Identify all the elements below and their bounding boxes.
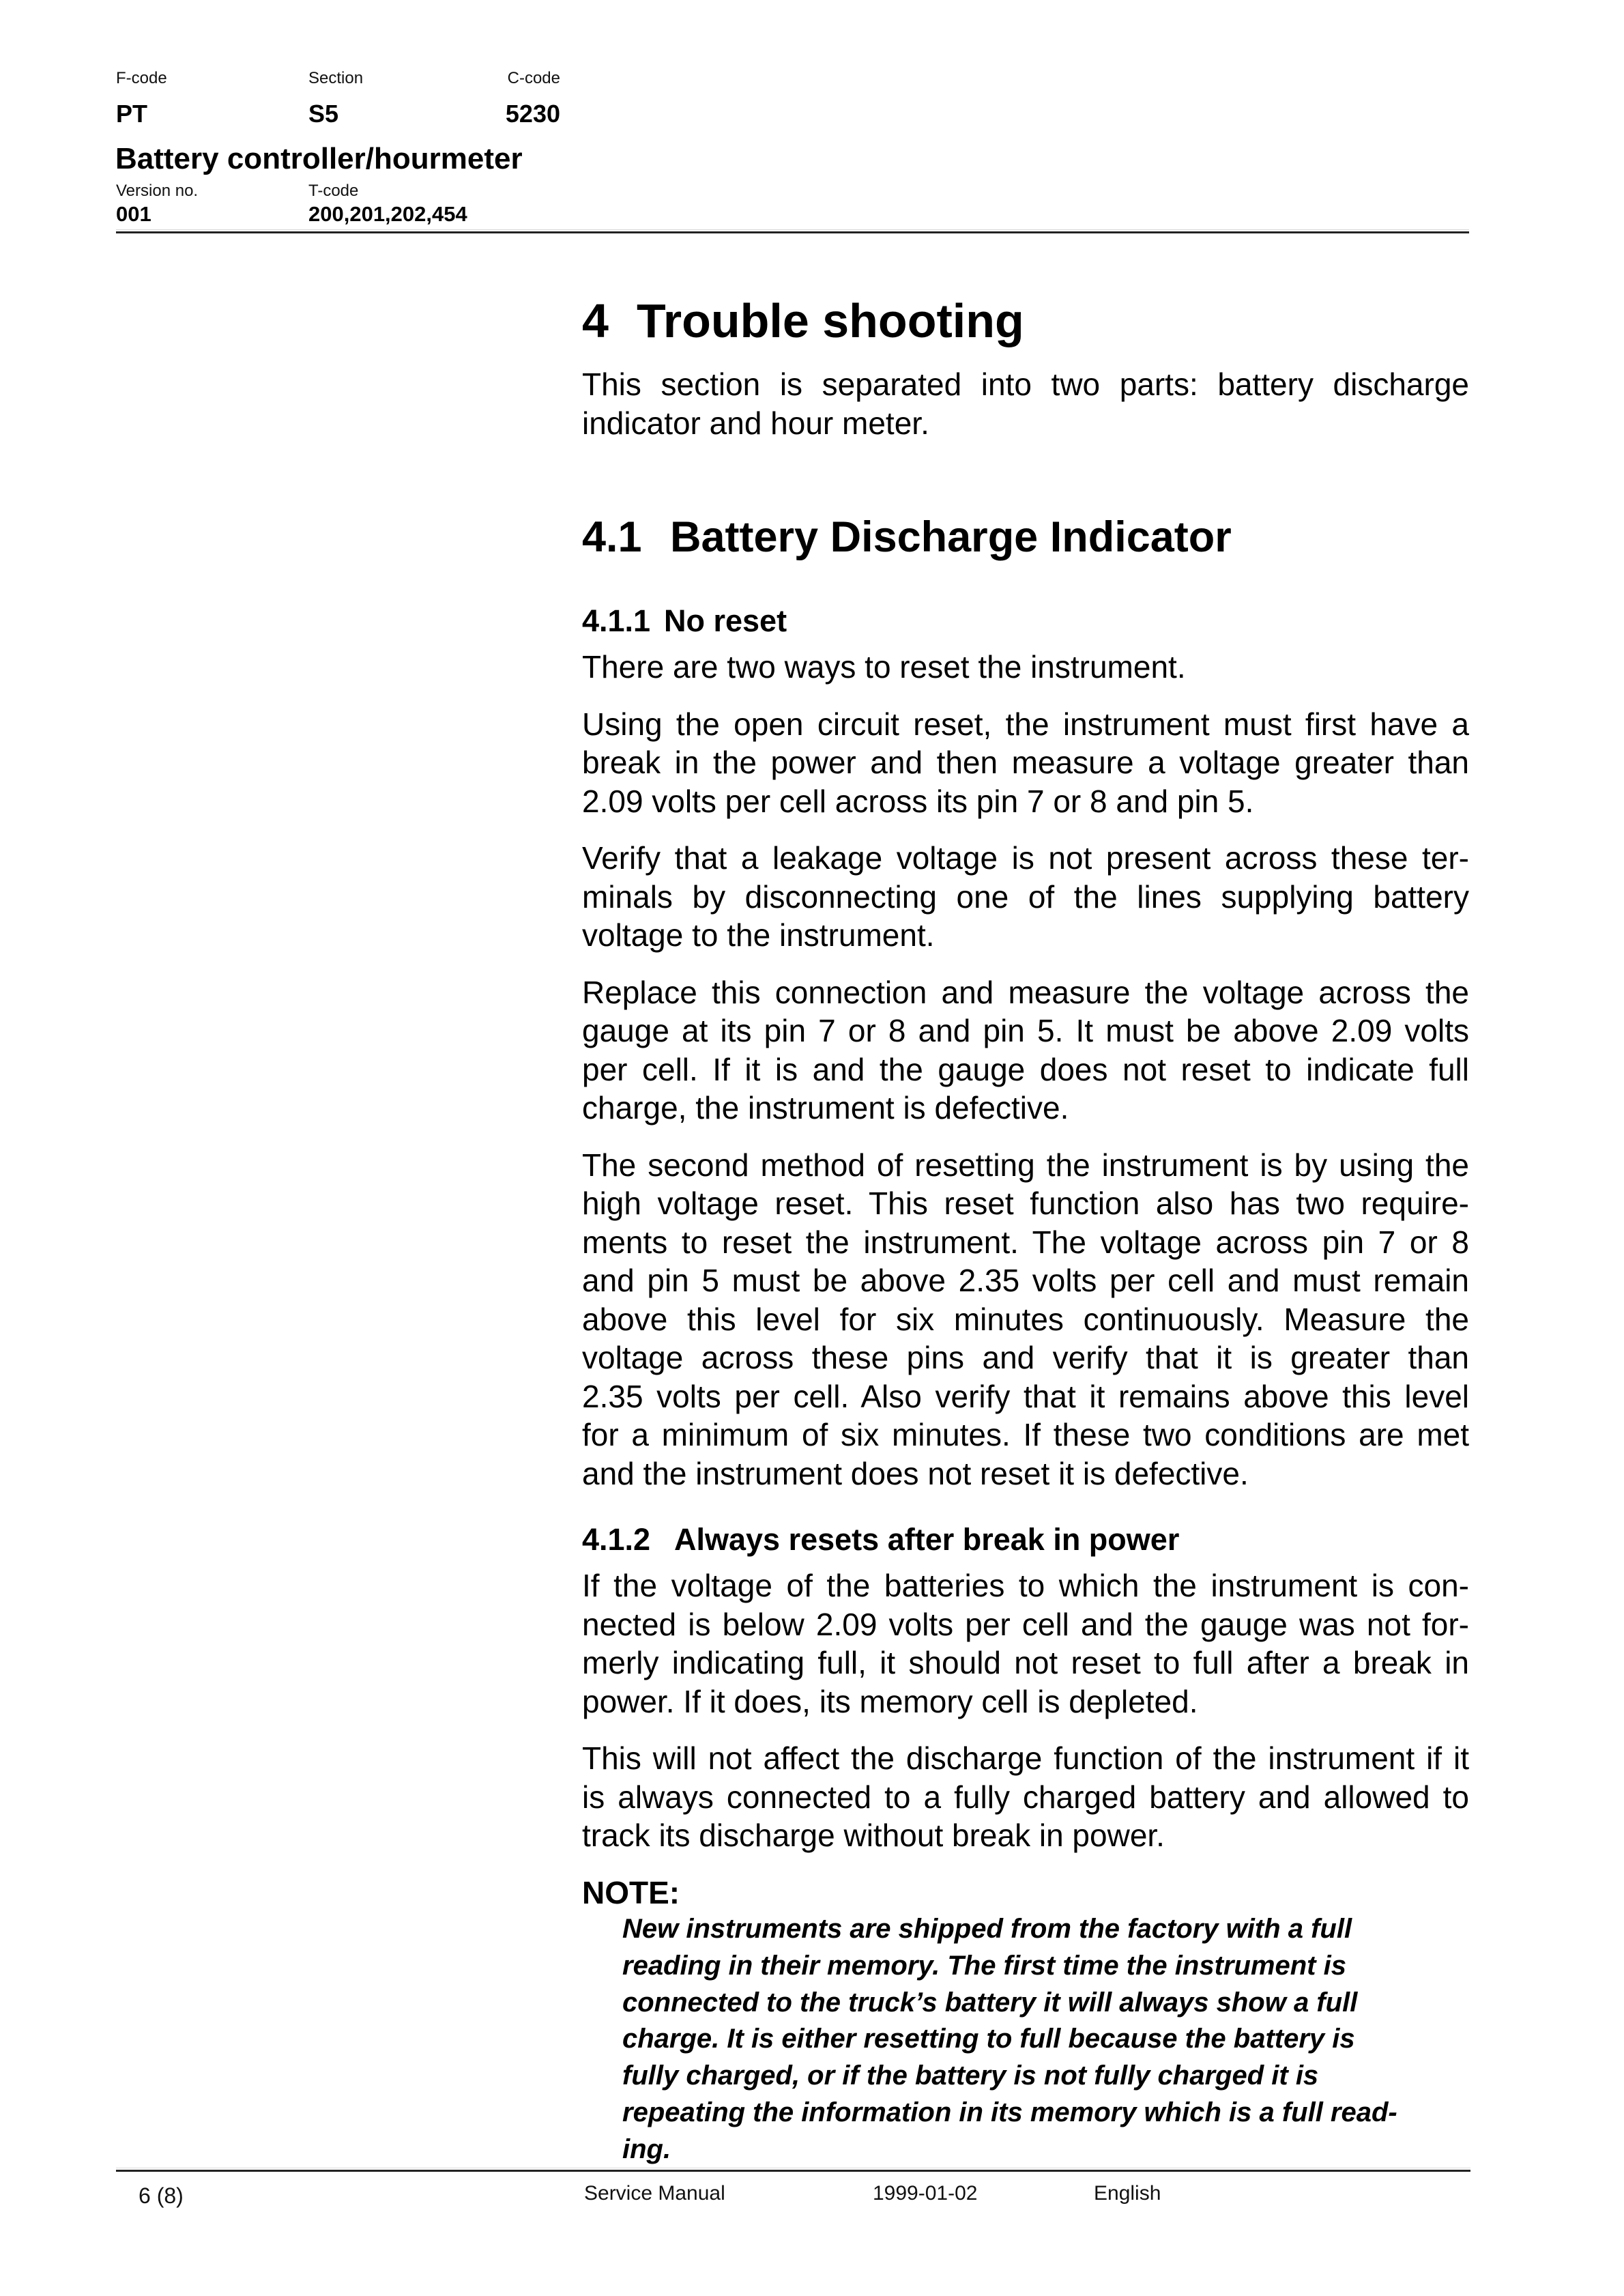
note-line: charge. It is either resetting to full because the battery is: [622, 2024, 1355, 2054]
chapter-intro: [582, 365, 1469, 442]
text-line: high voltage reset. This reset function also has two require-: [582, 1186, 1469, 1221]
subsection-heading-no-reset: [582, 605, 1469, 636]
document-title: Battery controller/hourmeter: [115, 142, 523, 175]
text-line: gauge at its pin 7 or 8 and pin 5. It must be above 2.09 volts: [582, 1013, 1469, 1048]
section-number: 4.1: [582, 513, 642, 561]
subsection-title: No reset: [664, 603, 787, 638]
text-line: merly indicating full, it should not reset to full after a break in: [582, 1645, 1469, 1680]
fcode-value: PT: [116, 100, 148, 128]
fcode-label: F-code: [116, 69, 167, 87]
subsection-body-always-resets: [582, 1566, 1469, 1874]
text-line: indicator and hour meter.: [582, 405, 929, 441]
note-line: ing.: [622, 2134, 671, 2164]
text-line: The second method of resetting the instrument is by using the: [582, 1147, 1469, 1183]
text-line: This section is separated into two parts: battery discharge: [582, 367, 1469, 402]
note-body: [622, 1911, 1475, 2168]
text-line: Using the open circuit reset, the instrument must first have a: [582, 706, 1469, 742]
text-line: per cell. If it is and the gauge does not reset to indicate full: [582, 1051, 1469, 1087]
text-line: charge, the instrument is defective.: [582, 1090, 1069, 1125]
paragraph: [582, 648, 1469, 687]
note-line: fully charged, or if the battery is not fully charged it is: [622, 2061, 1319, 2091]
text-line: This will not affect the discharge function of the instrument if it: [582, 1740, 1469, 1776]
note-label: NOTE:: [582, 1875, 680, 1910]
version-label: Version no.: [116, 182, 199, 200]
text-line: voltage to the instrument.: [582, 917, 935, 953]
paragraph: [582, 973, 1469, 1128]
footer-divider: [116, 2170, 1470, 2172]
document-date: 1999-01-02: [873, 2182, 978, 2205]
text-line: is always connected to a fully charged battery and allowed to: [582, 1779, 1469, 1815]
document-language: English: [1094, 2182, 1161, 2205]
text-line: above this level for six minutes continuously. Measure the: [582, 1301, 1469, 1337]
chapter-title: Trouble shooting: [637, 294, 1024, 347]
version-value: 001: [116, 202, 151, 226]
text-line: for a minimum of six minutes. If these two conditions are met: [582, 1417, 1469, 1452]
chapter-number: 4: [582, 294, 609, 347]
paragraph: [582, 839, 1469, 955]
subsection-body-no-reset: [582, 648, 1469, 1511]
note-line: repeating the information in its memory which is a full read-: [622, 2097, 1397, 2127]
chapter-heading: [582, 294, 1469, 347]
text-line: Replace this connection and measure the voltage across the: [582, 974, 1469, 1010]
text-line: minals by disconnecting one of the lines supplying battery: [582, 878, 1469, 915]
tcode-value: 200,201,202,454: [308, 202, 467, 226]
section-title: Battery Discharge Indicator: [670, 513, 1232, 561]
section-heading: [582, 513, 1469, 561]
text-line: 2.35 volts per cell. Also verify that it remains above this level: [582, 1378, 1469, 1414]
header-rule-shadow: [116, 229, 1469, 230]
tcode-label: T-code: [308, 182, 359, 200]
page-number: 6 (8): [139, 2183, 184, 2208]
header-divider: [116, 231, 1469, 233]
text-line: track its discharge without break in power.: [582, 1818, 1165, 1853]
paragraph: [582, 705, 1469, 821]
subsection-heading-always-resets: [582, 1524, 1469, 1555]
note-line: New instruments are shipped from the factory with a full: [622, 1914, 1352, 1944]
text-line: and pin 5 must be above 2.35 volts per cell and must remain: [582, 1263, 1469, 1298]
text-line: power. If it does, its memory cell is depleted.: [582, 1683, 1198, 1719]
text-line: There are two ways to reset the instrument.: [582, 649, 1186, 685]
text-line: nected is below 2.09 volts per cell and the gauge was not for-: [582, 1606, 1469, 1642]
document-type: Service Manual: [584, 2182, 725, 2205]
text-line: 2.09 volts per cell across its pin 7 or 8 and pin 5.: [582, 783, 1254, 819]
text-line: voltage across these pins and verify that it is greater than: [582, 1340, 1469, 1375]
paragraph: [582, 1566, 1469, 1721]
note-line: connected to the truck’s battery it will always show a full: [622, 1987, 1358, 2018]
subsection-number: 4.1.2: [582, 1522, 651, 1557]
text-line: and the instrument does not reset it is defective.: [582, 1455, 1249, 1491]
paragraph: [582, 1739, 1469, 1855]
ccode-label: C-code: [507, 69, 560, 87]
paragraph: [582, 1146, 1469, 1493]
section-value: S5: [308, 100, 339, 128]
subsection-title: Always resets after break in power: [674, 1522, 1180, 1557]
text-line: If the voltage of the batteries to which the instrument is con-: [582, 1568, 1469, 1603]
note-line: reading in their memory. The first time the instrument is: [622, 1950, 1346, 1981]
ccode-value: 5230: [505, 100, 560, 128]
subsection-number: 4.1.1: [582, 603, 651, 638]
text-line: break in the power and then measure a voltage greater than: [582, 745, 1469, 780]
section-label: Section: [308, 69, 364, 87]
text-line: ments to reset the instrument. The voltage across pin 7 or 8: [582, 1224, 1469, 1260]
text-line: Verify that a leakage voltage is not present across these ter-: [582, 840, 1469, 876]
